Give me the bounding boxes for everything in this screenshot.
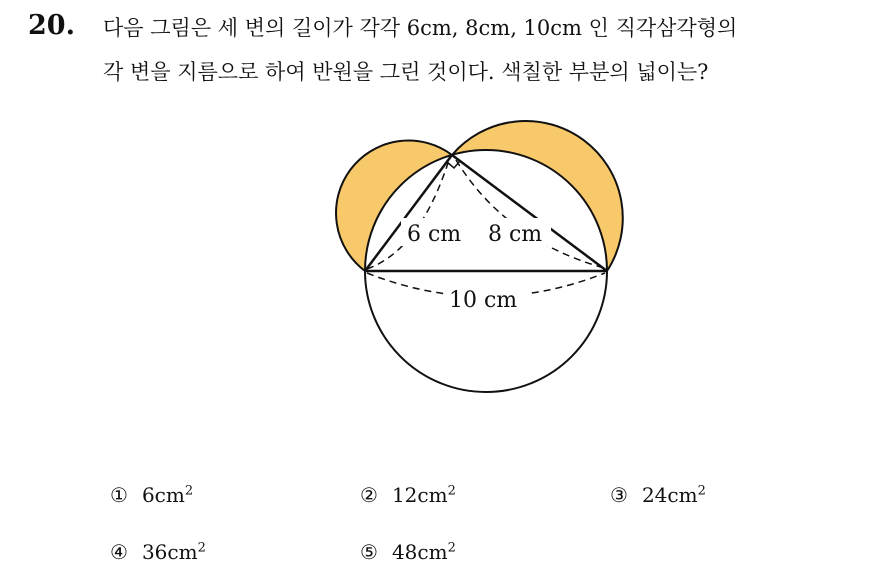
choice-2[interactable]: [360, 483, 456, 507]
choice-3-value: $24cm^2$: [641, 483, 706, 507]
question-number: 20.: [28, 10, 75, 41]
choice-5-value: $48cm^2$: [391, 540, 456, 564]
lune-right: [452, 121, 623, 271]
choice-5-mark: ⑤: [360, 540, 378, 564]
choice-5[interactable]: [360, 540, 456, 564]
geometry-figure-svg: [325, 110, 645, 410]
choice-2-value: $12cm^2$: [391, 483, 456, 507]
label-short-leg: 6 cm: [407, 222, 462, 247]
label-long-leg: 8 cm: [488, 222, 543, 247]
lune-left: [336, 141, 452, 271]
choice-4-mark: ④: [110, 540, 128, 564]
question-text-line-1: 다음 그림은 세 변의 길이가 각각 6cm, 8cm, 10cm 인 직각삼각형의: [103, 16, 738, 40]
choice-1-value: $6cm^2$: [141, 483, 194, 507]
choice-4[interactable]: [110, 540, 206, 564]
geometry-figure: [325, 110, 645, 414]
question-text-line-2: 각 변을 지름으로 하여 반원을 그린 것이다. 색칠한 부분의 넓이는?: [103, 60, 709, 84]
choice-1[interactable]: [110, 483, 193, 507]
label-hypotenuse: 10 cm: [449, 288, 518, 313]
choice-3-mark: ③: [610, 483, 628, 507]
choice-1-mark: ①: [110, 483, 128, 507]
choice-4-value: $36cm^2$: [141, 540, 206, 564]
choice-2-mark: ②: [360, 483, 378, 507]
choice-3[interactable]: [610, 483, 706, 507]
